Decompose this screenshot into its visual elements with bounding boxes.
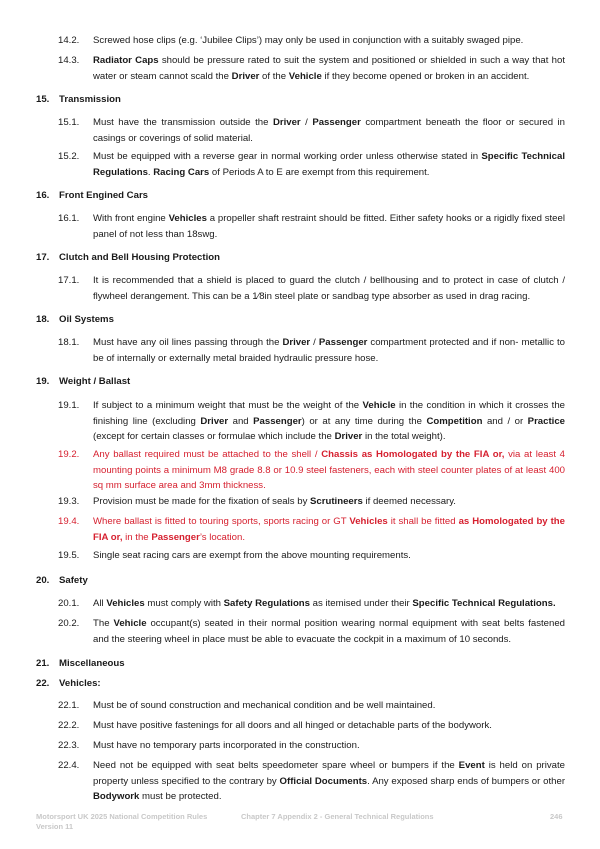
item-text: Provision must be made for the fixation of seals by Scrutineers if deemed necessary. bbox=[93, 496, 456, 507]
item-number: 22.1. bbox=[58, 700, 80, 711]
item-text: Single seat racing cars are exempt from the above mounting requirements. bbox=[93, 550, 411, 561]
item-number: 15.2. bbox=[58, 151, 80, 162]
section-heading bbox=[36, 676, 101, 692]
item-text: Must be equipped with a reverse gear in normal working order unless otherwise stated in Specific Technical Regulations. Racing Cars of Periods A to E are exempt from this requirement. bbox=[93, 151, 566, 178]
item-text: Must be of sound construction and mechanical condition and be well maintained. bbox=[93, 700, 436, 711]
item-text: If subject to a minimum weight that must be the weight of the Vehicle in the condition in which it crosses the finishing line (excluding Driver and Passenger) or at any time during the Competition and / or Practice (except for certain classes or formulae which include the Driver in the total weight). bbox=[93, 400, 566, 442]
item-text: Must have the transmission outside the Driver / Passenger compartment beneath the floor or secured in casings or coverings of solid material. bbox=[93, 117, 566, 144]
item-text: Must have no temporary parts incorporated in the construction. bbox=[93, 740, 360, 751]
section-title: Front Engined Cars bbox=[59, 190, 149, 201]
item-number: 20.1. bbox=[58, 598, 80, 609]
footer-version: Version 11 bbox=[36, 822, 74, 831]
item-text: Must have positive fastenings for all doors and all hinged or detachable parts of the bodywork. bbox=[93, 720, 492, 731]
section-heading bbox=[36, 92, 121, 108]
section-title: Safety bbox=[59, 575, 88, 586]
section-title: Weight / Ballast bbox=[59, 376, 131, 387]
section-title: Transmission bbox=[59, 94, 121, 105]
item-number: 22.4. bbox=[58, 760, 80, 771]
item-number: 14.2. bbox=[58, 35, 80, 46]
footer-left bbox=[36, 812, 207, 832]
page-number: 246 bbox=[550, 812, 563, 821]
section-number: 15. bbox=[36, 94, 50, 105]
item-number: 18.1. bbox=[58, 337, 80, 348]
item-text: Must have any oil lines passing through the Driver / Passenger compartment protected and if non- metallic to be of internally or externally metal braided hydraulic pressure hose. bbox=[93, 337, 566, 364]
section-number: 18. bbox=[36, 314, 50, 325]
section-heading bbox=[36, 312, 114, 328]
item-number: 19.2. bbox=[58, 449, 80, 460]
section-heading bbox=[36, 656, 125, 672]
section-number: 16. bbox=[36, 190, 50, 201]
section-heading bbox=[36, 573, 88, 589]
section-number: 17. bbox=[36, 252, 50, 263]
item-number: 15.1. bbox=[58, 117, 80, 128]
item-text: The Vehicle occupant(s) seated in their normal position wearing normal equipment with seat belts fastened and the steering wheel in place must be able to evacuate the cockpit in a maximum of 10 seconds. bbox=[93, 618, 566, 645]
item-number: 19.1. bbox=[58, 400, 80, 411]
item-text: Need not be equipped with seat belts speedometer spare wheel or bumpers if the Event is held on private property unless specified to the contrary by Official Documents. Any exposed sharp ends of bumpers or other Bodywork must be protected. bbox=[93, 760, 566, 802]
item-text: It is recommended that a shield is placed to guard the clutch / bellhousing and to protect in case of clutch / flywheel derangement. This can be a 1⁄8in steel plate or sandbag type absorber as used in drag racing. bbox=[93, 275, 565, 302]
item-text: With front engine Vehicles a propeller shaft restraint should be fitted. Either safety hooks or a rigidly fixed steel panel of not less than 18swg. bbox=[93, 213, 565, 240]
section-number: 20. bbox=[36, 575, 50, 586]
item-number: 19.3. bbox=[58, 496, 80, 507]
section-heading bbox=[36, 374, 130, 390]
section-number: 22. bbox=[36, 678, 50, 689]
item-number: 22.3. bbox=[58, 740, 80, 751]
item-text: Screwed hose clips (e.g. ‘Jubilee Clips’) may only be used in conjunction with a suitably swaged pipe. bbox=[93, 35, 524, 46]
item-number: 17.1. bbox=[58, 275, 80, 286]
item-number: 20.2. bbox=[58, 618, 80, 629]
item-text: Where ballast is fitted to touring sports, sports racing or GT Vehicles it shall be fitted as Homologated by the FIA or, in the Passenger’s location. bbox=[93, 516, 565, 543]
section-title: Clutch and Bell Housing Protection bbox=[59, 252, 220, 263]
footer-publication: Motorsport UK 2025 National Competition Rules bbox=[36, 812, 208, 821]
item-number: 16.1. bbox=[58, 213, 80, 224]
item-number: 19.5. bbox=[58, 550, 80, 561]
section-heading bbox=[36, 250, 220, 266]
section-title: Vehicles: bbox=[59, 678, 101, 689]
section-number: 21. bbox=[36, 658, 50, 669]
section-title: Miscellaneous bbox=[59, 658, 125, 669]
item-number: 14.3. bbox=[58, 55, 80, 66]
item-number: 22.2. bbox=[58, 720, 80, 731]
item-text: All Vehicles must comply with Safety Regulations as itemised under their Specific Technical Regulations. bbox=[93, 598, 556, 609]
section-title: Oil Systems bbox=[59, 314, 114, 325]
item-number: 19.4. bbox=[58, 516, 80, 527]
item-text: Any ballast required must be attached to the shell / Chassis as Homologated by the FIA or, via at least 4 mounting points a minimum M8 grade 8.8 or 10.9 steel fasteners, each with steel counter plates of at least 400 sq mm surface area and 3mm thickness. bbox=[93, 449, 565, 491]
section-number: 19. bbox=[36, 376, 50, 387]
section-heading bbox=[36, 188, 148, 204]
footer-chapter: Chapter 7 Appendix 2 - General Technical Regulations bbox=[241, 812, 434, 821]
item-text: Radiator Caps should be pressure rated to suit the system and positioned or shielded in such a way that hot water or steam cannot scald the Driver of the Vehicle if they become opened or broken in an accident. bbox=[93, 55, 565, 82]
